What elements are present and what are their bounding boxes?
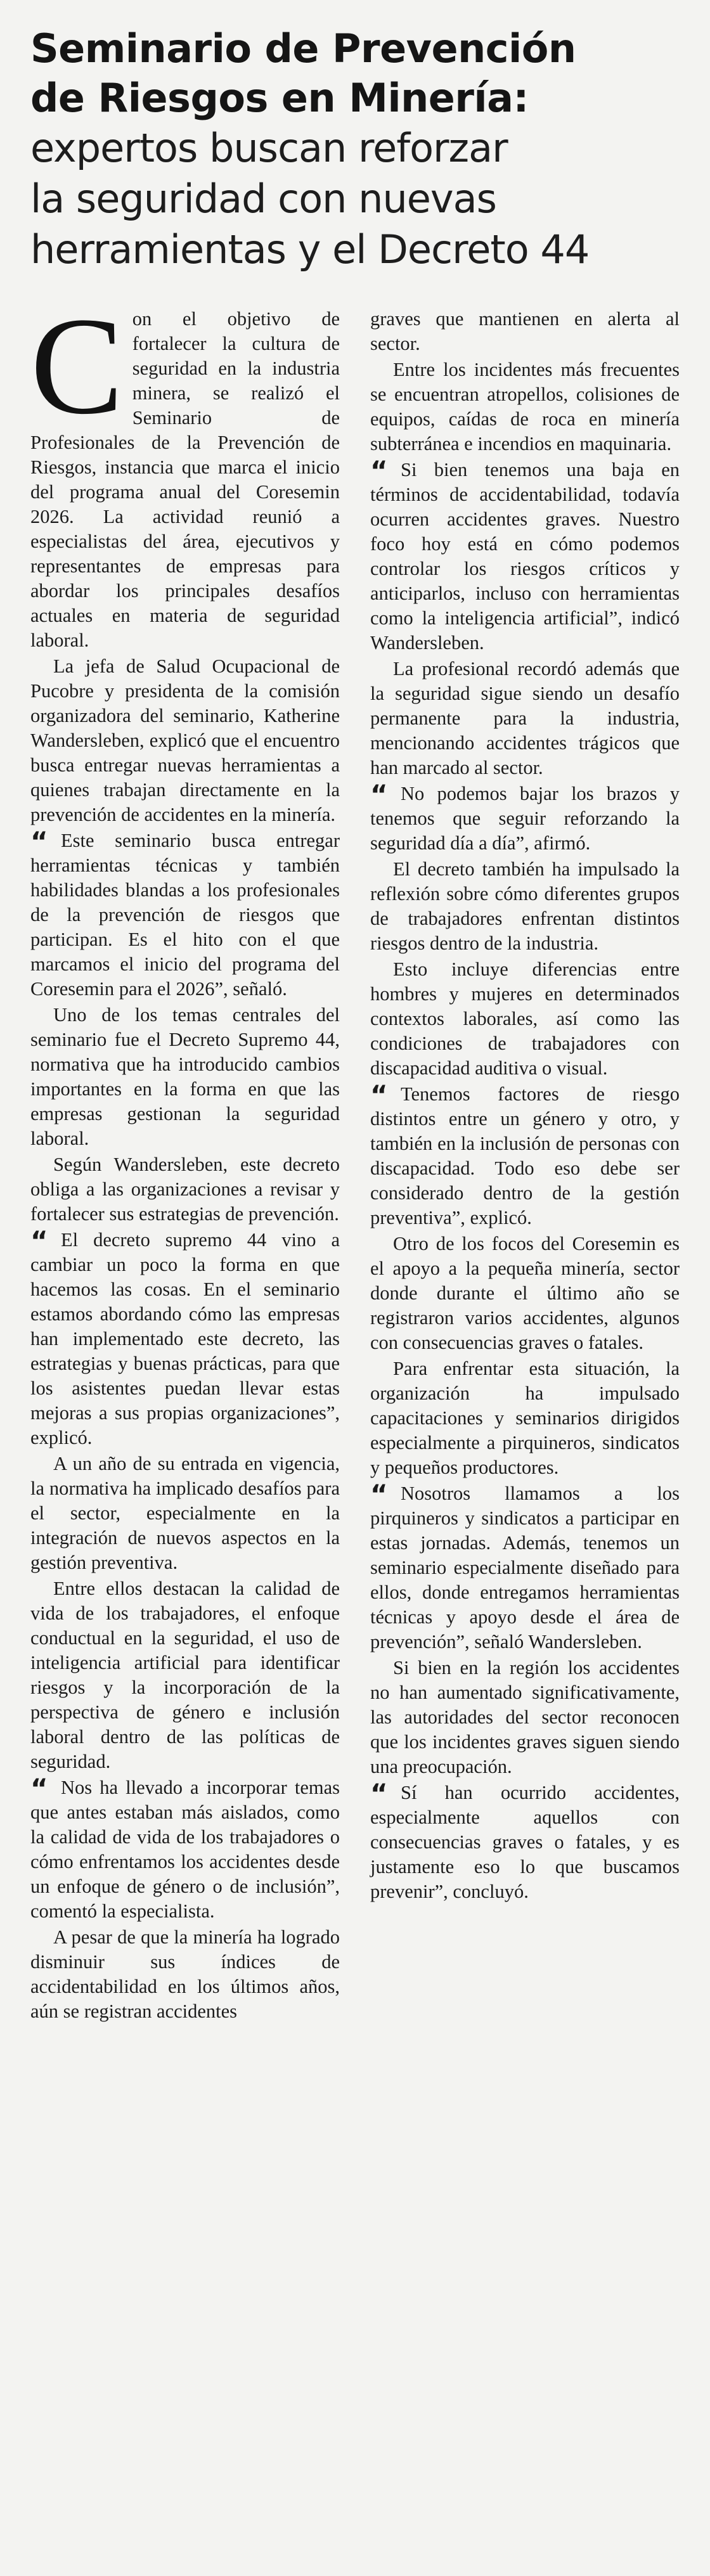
quote-paragraph [370, 779, 680, 856]
quote-mark-icon: “ [370, 1079, 388, 1111]
body-paragraph: Entre los incidentes más frecuentes se encuentran atropellos, colisiones de equipos, caídas de roca en minería subterránea e incendios en maquinaria. [370, 359, 680, 454]
headline [30, 24, 680, 275]
lead-paragraph [30, 288, 340, 653]
column-right [370, 307, 680, 2024]
body-paragraph: La profesional recordó además que la seguridad sigue siendo un desafío permanente para la industria, mencionando accidentes trágicos que han marcado al sector. [370, 658, 680, 778]
quote-text: Este seminario busca entregar herramientas técnicas y también habilidades blandas a los profesionales de la prevención de riesgos que participan. Es el hito con el que marcamos el inicio del programa del Coresemin para el 2026”, señaló. [30, 830, 340, 1000]
quote-text: No podemos bajar los brazos y tenemos que seguir reforzando la seguridad día a día”, afirmó. [370, 783, 680, 854]
column-left [30, 288, 340, 2024]
body-paragraph: A pesar de que la minería ha logrado disminuir sus índices de accidentabilidad en los últimos años, aún se registran accidentes [30, 1926, 340, 2022]
quote-paragraph [30, 1775, 340, 1924]
quote-mark-icon: “ [30, 1225, 48, 1256]
quote-mark-icon: “ [30, 1773, 48, 1804]
headline-line-3: expertos buscan reforzar [30, 125, 508, 171]
quote-text: Nosotros llamamos a los pirquineros y sindicatos a participar en estas jornadas. Además, tenemos un seminario especialmente diseñado para ellos, donde entregamos herramientas técnicas y apoyo desde el área de prevención”, señaló Wandersleben. [370, 1483, 680, 1652]
quote-paragraph [30, 1225, 340, 1450]
body-paragraph: A un año de su entrada en vigencia, la normativa ha implicado desafíos para el sector, especialmente en la integración de nuevos aspectos en la gestión preventiva. [30, 1453, 340, 1573]
quote-paragraph [30, 828, 340, 1001]
drop-cap: C [30, 288, 124, 443]
body-paragraph: Otro de los focos del Coresemin es el apoyo a la pequeña minería, sector donde durante el último año se registraron varios accidentes, algunos con consecuencias graves o fatales. [370, 1233, 680, 1353]
quote-text: Nos ha llevado a incorporar temas que antes estaban más aislados, como la calidad de vida de los trabajadores o cómo enfrentamos los accidentes desde un enfoque de género o de inclusión”, comentó la especialista. [30, 1777, 340, 1922]
body-paragraph: Esto incluye diferencias entre hombres y mujeres en determinados contextos laborales, así como las condiciones de trabajadores con discapacidad auditiva o visual. [370, 958, 680, 1079]
headline-line-2: de Riesgos en Minería: [30, 75, 529, 121]
headline-line-1: Seminario de Prevención [30, 25, 576, 72]
quote-text: El decreto supremo 44 vino a cambiar un poco la forma en que hacemos las cosas. En el seminario estamos abordando cómo las empresas han implementado este decreto, las estrategias y buenas prácticas, para que los asistentes puedan llevar estas mejoras a sus propias organizaciones”, explicó. [30, 1229, 340, 1448]
body-paragraph: Para enfrentar esta situación, la organización ha impulsado capacitaciones y seminarios dirigidos especialmente a pirquineros, sindicatos y pequeños productores. [370, 1358, 680, 1478]
headline-line-4: la seguridad con nuevas [30, 176, 496, 222]
body-paragraph: El decreto también ha impulsado la reflexión sobre cómo diferentes grupos de trabajadores enfrentan distintos riesgos dentro de la industria. [370, 858, 680, 954]
quote-mark-icon: “ [30, 826, 48, 857]
body-paragraph: Uno de los temas centrales del seminario fue el Decreto Supremo 44, normativa que ha introducido cambios importantes en la forma en que las empresas gestionan la seguridad laboral. [30, 1004, 340, 1149]
body-paragraph: Entre ellos destacan la calidad de vida de los trabajadores, el enfoque conductual en la seguridad, el uso de inteligencia artificial para identificar riesgos y la incorporación de la perspectiva de género e inclusión laboral dentro de las políticas de seguridad. [30, 1578, 340, 1772]
quote-paragraph [370, 455, 680, 655]
body-paragraph: Si bien en la región los accidentes no han aumentado significativamente, las autoridades del sector reconocen que los incidentes graves siguen siendo una preocupación. [370, 1657, 680, 1777]
quote-mark-icon: “ [370, 455, 388, 486]
headline-line-5: herramientas y el Decreto 44 [30, 226, 590, 273]
paragraph-text: on el objetivo de fortalecer la cultura de seguridad en la industria minera, se realizó el Seminario de Profesionales de la Prevención de Riesgos, instancia que marca el inicio del programa anual del Coresemin 2026. La actividad reunió a especialistas del área, ejecutivos y representantes de empresas para abordar los principales desafíos actuales en materia de seguridad laboral. [30, 308, 340, 651]
continued-paragraph: graves que mantienen en alerta al sector. [370, 308, 680, 354]
quote-text: Si bien tenemos una baja en términos de accidentabilidad, todavía ocurren accidentes graves. Nuestro foco hoy está en cómo podemos controlar los riesgos críticos y anticiparlos, incluso con herramientas como la inteligencia artificial”, indicó Wandersleben. [370, 459, 680, 654]
article-body [30, 288, 680, 2024]
quote-mark-icon: “ [370, 1778, 388, 1809]
body-paragraph: La jefa de Salud Ocupacional de Pucobre y presidenta de la comisión organizadora del seminario, Katherine Wandersleben, explicó que el encuentro busca entregar nuevas herramientas a quienes trabajan directamente en la prevención de accidentes en la minería. [30, 655, 340, 825]
quote-paragraph [370, 1079, 680, 1230]
quote-mark-icon: “ [370, 779, 388, 810]
body-paragraph: Según Wandersleben, este decreto obliga a las organizaciones a revisar y fortalecer sus estrategias de prevención. [30, 1154, 340, 1225]
quote-paragraph [370, 1481, 680, 1654]
quote-text: Sí han ocurrido accidentes, especialmente aquellos con consecuencias graves o fatales, y es justamente eso lo que buscamos prevenir”, concluyó. [370, 1782, 680, 1902]
quote-text: Tenemos factores de riesgo distintos entre un género y otro, y también en la inclusión de personas con discapacidad. Todo eso debe ser considerado dentro de la gestión preventiva”, explicó. [370, 1083, 680, 1228]
quote-mark-icon: “ [370, 1479, 388, 1510]
quote-paragraph [370, 1778, 680, 1904]
